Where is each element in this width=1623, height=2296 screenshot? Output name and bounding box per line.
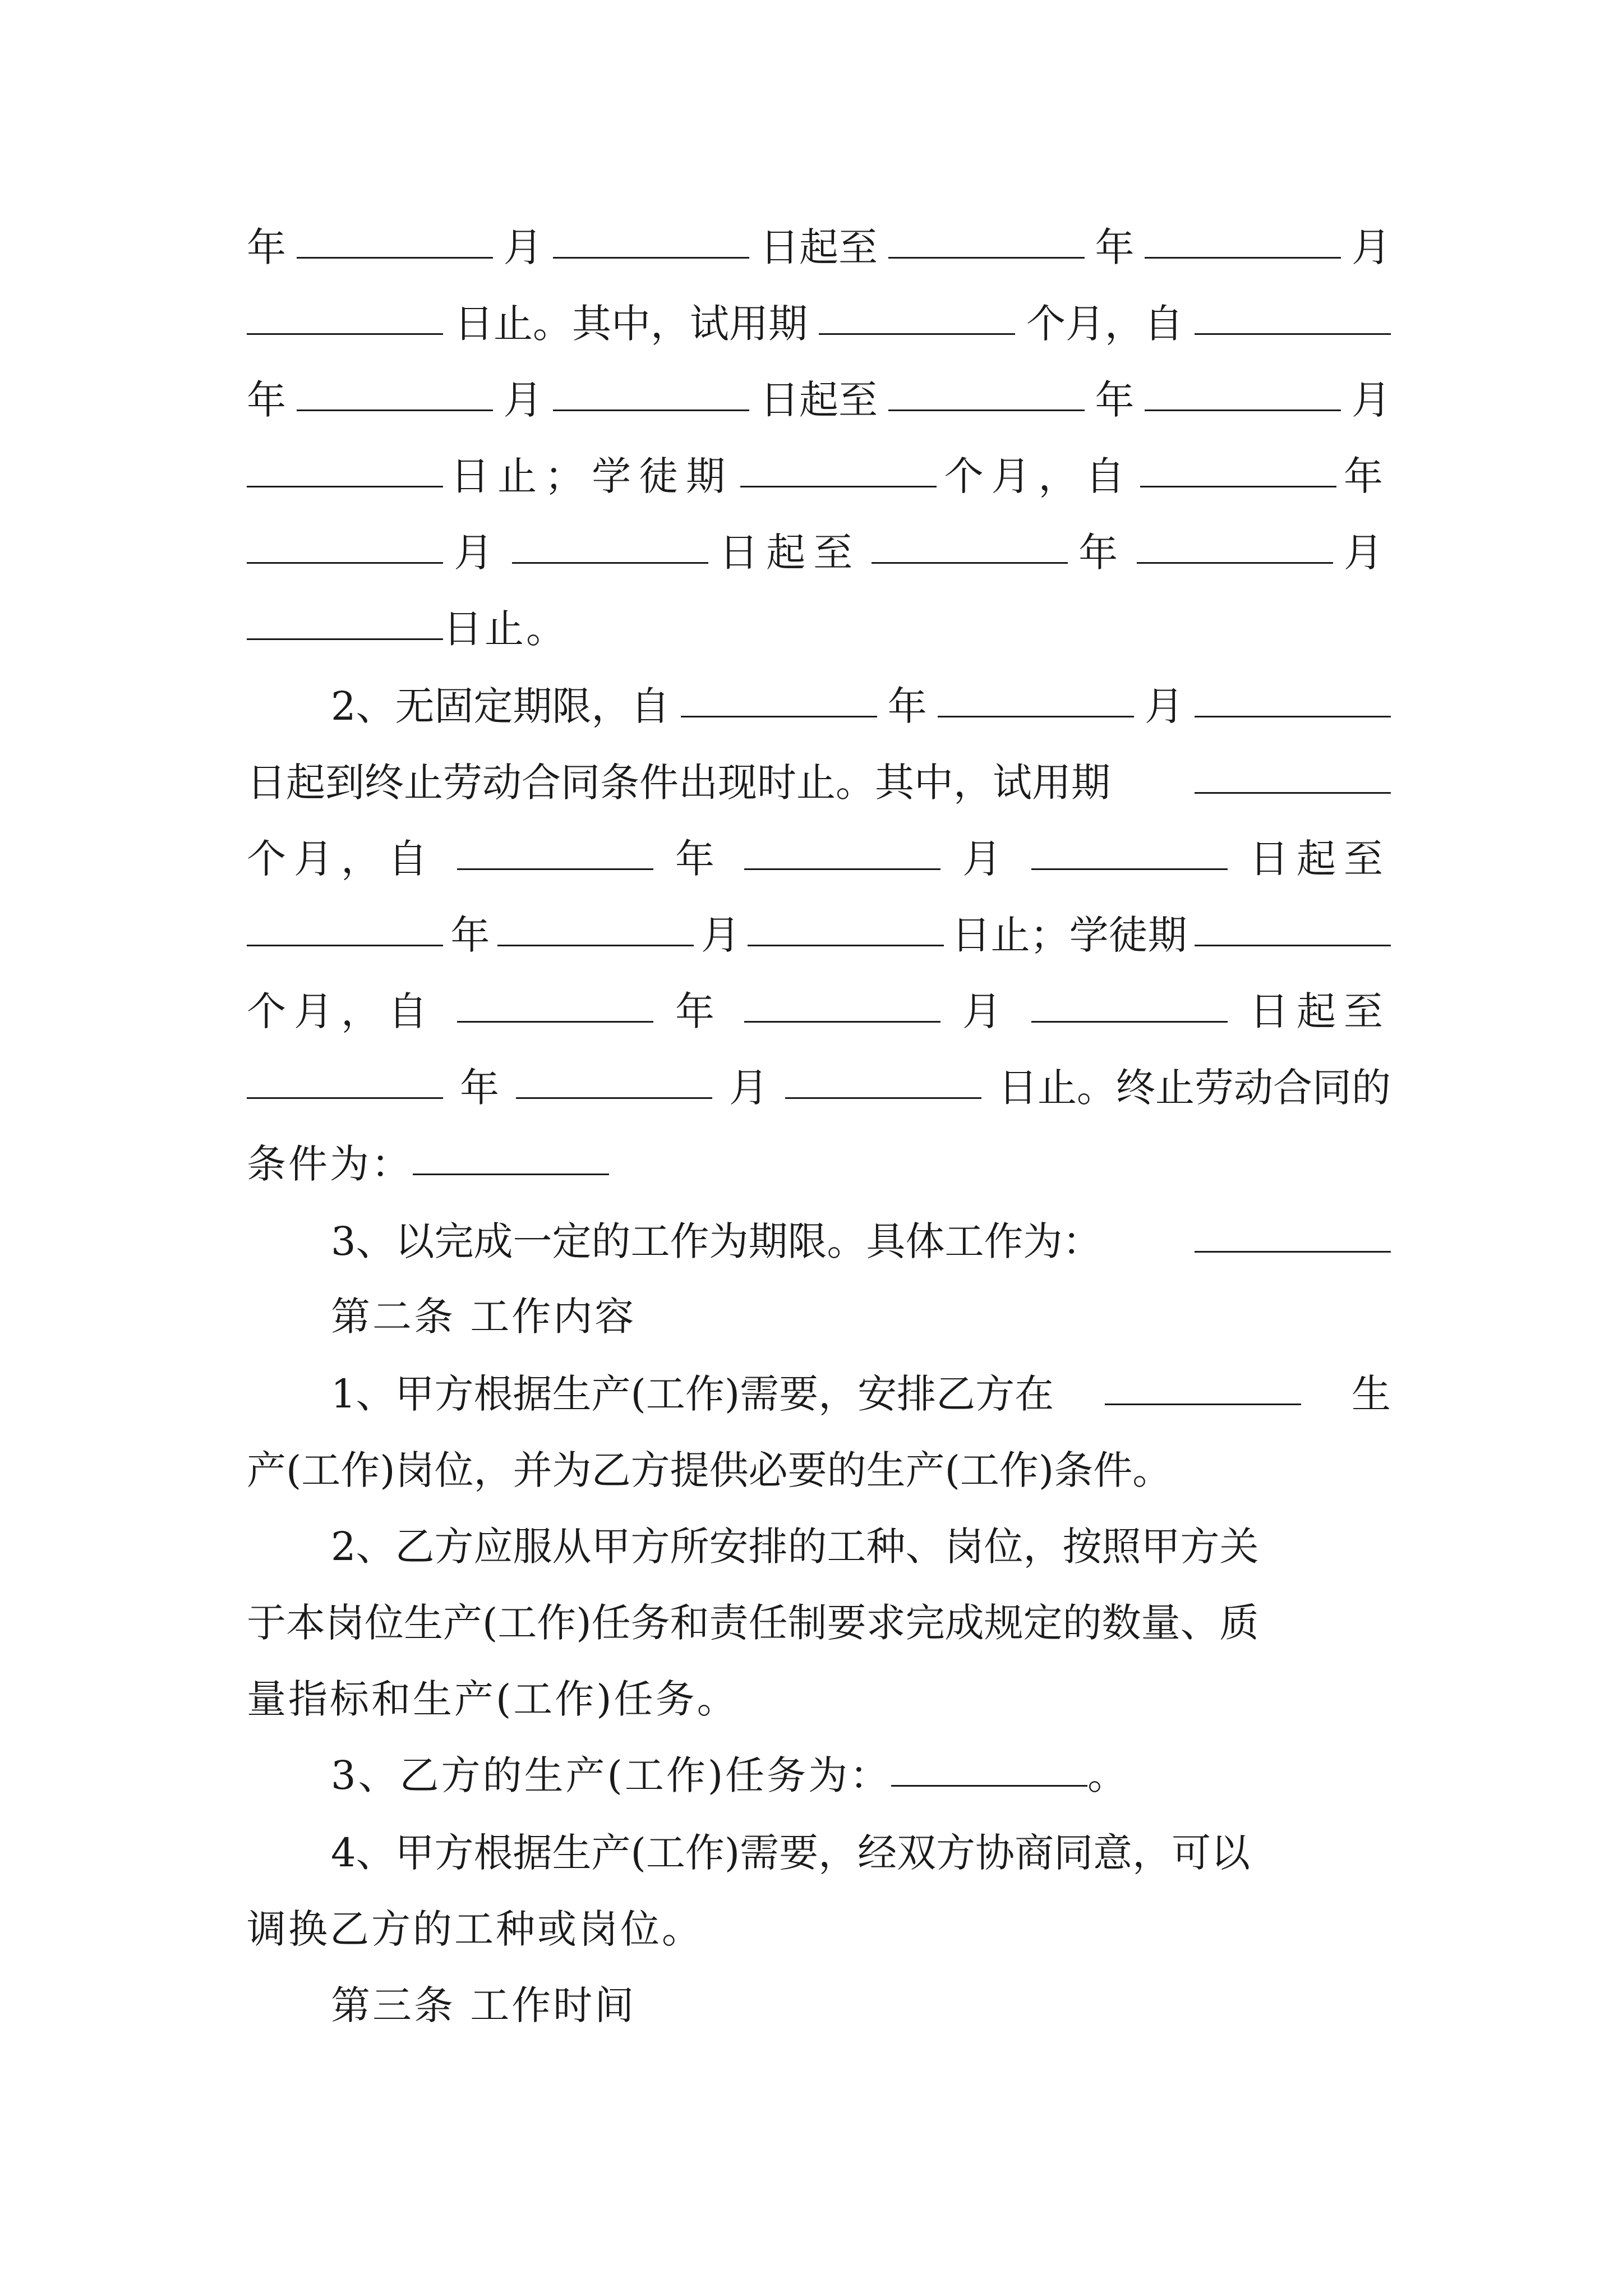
text-segment: 月 [700, 912, 740, 958]
fill-in-blank[interactable] [1137, 562, 1333, 564]
fill-in-blank[interactable] [740, 486, 937, 487]
text-segment: 年 [1078, 530, 1126, 576]
text-segment: 月 [729, 1065, 768, 1111]
fill-in-blank[interactable] [553, 409, 749, 411]
text-segment: 日止；学徒期 [450, 453, 734, 499]
fill-in-blank[interactable] [819, 333, 1015, 335]
text-line [247, 1203, 1391, 1280]
fill-in-blank[interactable] [247, 486, 443, 487]
text-segment: 量指标和生产(工作)任务。 [247, 1676, 739, 1722]
fill-in-blank[interactable] [413, 1174, 609, 1175]
text-segment: 月 [962, 988, 1009, 1034]
text-segment: 年 [450, 912, 490, 958]
fill-in-blank[interactable] [1031, 1021, 1228, 1023]
text-segment: 生 [1352, 1371, 1391, 1417]
fill-in-blank[interactable] [744, 868, 940, 870]
text-segment: 月 [454, 530, 501, 576]
fill-in-blank[interactable] [744, 1021, 940, 1023]
fill-in-blank[interactable] [1105, 1404, 1301, 1405]
text-line [247, 514, 1391, 591]
text-segment: 第二条 工作内容 [331, 1294, 637, 1340]
text-line [247, 438, 1391, 515]
fill-in-blank[interactable] [247, 638, 443, 640]
text-line [247, 668, 1391, 745]
text-segment: 年 [675, 836, 722, 882]
text-segment: 月 [1343, 530, 1391, 576]
text-segment: 。 [1087, 1752, 1129, 1798]
text-line [247, 973, 1391, 1050]
text-segment: 月 [503, 377, 543, 423]
fill-in-blank[interactable] [748, 945, 944, 946]
fill-in-blank[interactable] [1145, 409, 1341, 411]
text-segment: 月 [1352, 377, 1391, 423]
text-line [247, 744, 1391, 821]
fill-in-blank[interactable] [1195, 716, 1391, 717]
text-segment: 日起至 [1249, 988, 1391, 1034]
fill-in-blank[interactable] [888, 257, 1085, 259]
fill-in-blank[interactable] [1140, 486, 1336, 487]
text-segment: 2、无固定期限，自 [331, 683, 670, 729]
text-segment: 日起至 [719, 530, 861, 576]
fill-in-blank[interactable] [512, 562, 708, 564]
fill-in-blank[interactable] [1145, 257, 1341, 259]
fill-in-blank[interactable] [938, 716, 1134, 717]
text-line [247, 1737, 1391, 1814]
fill-in-blank[interactable] [553, 257, 749, 259]
text-segment: 年 [675, 988, 722, 1034]
text-line [247, 1584, 1391, 1662]
text-segment: 个月，自 [247, 988, 435, 1034]
fill-in-blank[interactable] [1195, 333, 1391, 335]
fill-in-blank[interactable] [1195, 1251, 1391, 1253]
fill-in-blank[interactable] [1195, 945, 1391, 946]
text-segment: 日起到终止劳动合同条件出现时止。其中，试用期 [247, 760, 1110, 806]
text-line [247, 285, 1391, 362]
text-segment: 个月，自 [247, 836, 435, 882]
text-segment: 日止。 [443, 606, 568, 652]
fill-in-blank[interactable] [681, 716, 877, 717]
text-segment: 于本岗位生产(工作)任务和责任制要求完成规定的数量、质 [247, 1600, 1259, 1646]
text-segment: 月 [1352, 224, 1391, 270]
text-segment: 日起至 [760, 377, 878, 423]
fill-in-blank[interactable] [297, 409, 493, 411]
text-line [247, 1278, 1391, 1355]
fill-in-blank[interactable] [247, 333, 443, 335]
fill-in-blank[interactable] [297, 257, 493, 259]
fill-in-blank[interactable] [891, 1785, 1087, 1787]
text-segment: 月 [503, 224, 543, 270]
text-segment: 个月，自 [944, 453, 1133, 499]
fill-in-blank[interactable] [497, 945, 694, 946]
fill-in-blank[interactable] [785, 1097, 981, 1099]
text-line [247, 1508, 1391, 1585]
text-line [247, 1814, 1391, 1892]
fill-in-blank[interactable] [888, 409, 1085, 411]
text-segment: 4、甲方根据生产(工作)需要，经双方协商同意，可以 [331, 1830, 1251, 1876]
text-line [247, 896, 1391, 974]
fill-in-blank[interactable] [247, 945, 443, 946]
text-line [247, 1049, 1391, 1126]
fill-in-blank[interactable] [1031, 868, 1228, 870]
text-line [247, 1432, 1391, 1509]
text-segment: 3、以完成一定的工作为期限。具体工作为： [331, 1218, 1102, 1264]
fill-in-blank[interactable] [457, 868, 653, 870]
text-segment: 月 [1144, 683, 1184, 729]
text-segment: 调换乙方的工种或岗位。 [247, 1906, 703, 1952]
text-segment: 年 [887, 683, 927, 729]
text-segment: 3、乙方的生产(工作)任务为： [331, 1752, 892, 1798]
text-segment: 年 [247, 377, 286, 423]
text-segment: 日起至 [1249, 836, 1391, 882]
text-segment: 年 [247, 224, 286, 270]
fill-in-blank[interactable] [247, 1097, 443, 1099]
text-segment: 年 [1095, 377, 1135, 423]
text-segment: 个月，自 [1026, 301, 1183, 347]
text-segment: 日起至 [760, 224, 878, 270]
text-segment: 日止；学徒期 [951, 912, 1187, 958]
text-line [247, 1890, 1391, 1968]
fill-in-blank[interactable] [457, 1021, 653, 1023]
text-line [247, 590, 1391, 668]
fill-in-blank[interactable] [516, 1097, 712, 1099]
text-segment: 产(工作)岗位，并为乙方提供必要的生产(工作)条件。 [247, 1447, 1172, 1493]
text-line [247, 1355, 1391, 1433]
text-line [247, 820, 1391, 898]
text-segment: 第三条 工作时间 [331, 1982, 637, 2028]
text-segment: 月 [962, 836, 1009, 882]
fill-in-blank[interactable] [247, 562, 443, 564]
text-segment: 1、甲方根据生产(工作)需要，安排乙方在 [331, 1371, 1054, 1417]
text-segment: 条件为： [247, 1141, 413, 1187]
text-segment: 日止。终止劳动合同的 [998, 1065, 1391, 1111]
text-line [247, 1660, 1391, 1738]
fill-in-blank[interactable] [872, 562, 1068, 564]
text-segment: 年 [1095, 224, 1135, 270]
text-line [247, 1967, 1391, 2044]
fill-in-blank[interactable] [1195, 792, 1391, 794]
text-segment: 年 [460, 1065, 499, 1111]
text-line [247, 361, 1391, 439]
text-segment: 年 [1343, 453, 1391, 499]
text-line [247, 209, 1391, 286]
text-segment: 日止。其中，试用期 [454, 301, 808, 347]
text-line [247, 1125, 1391, 1203]
text-segment: 2、乙方应服从甲方所安排的工种、岗位，按照甲方关 [331, 1524, 1259, 1570]
